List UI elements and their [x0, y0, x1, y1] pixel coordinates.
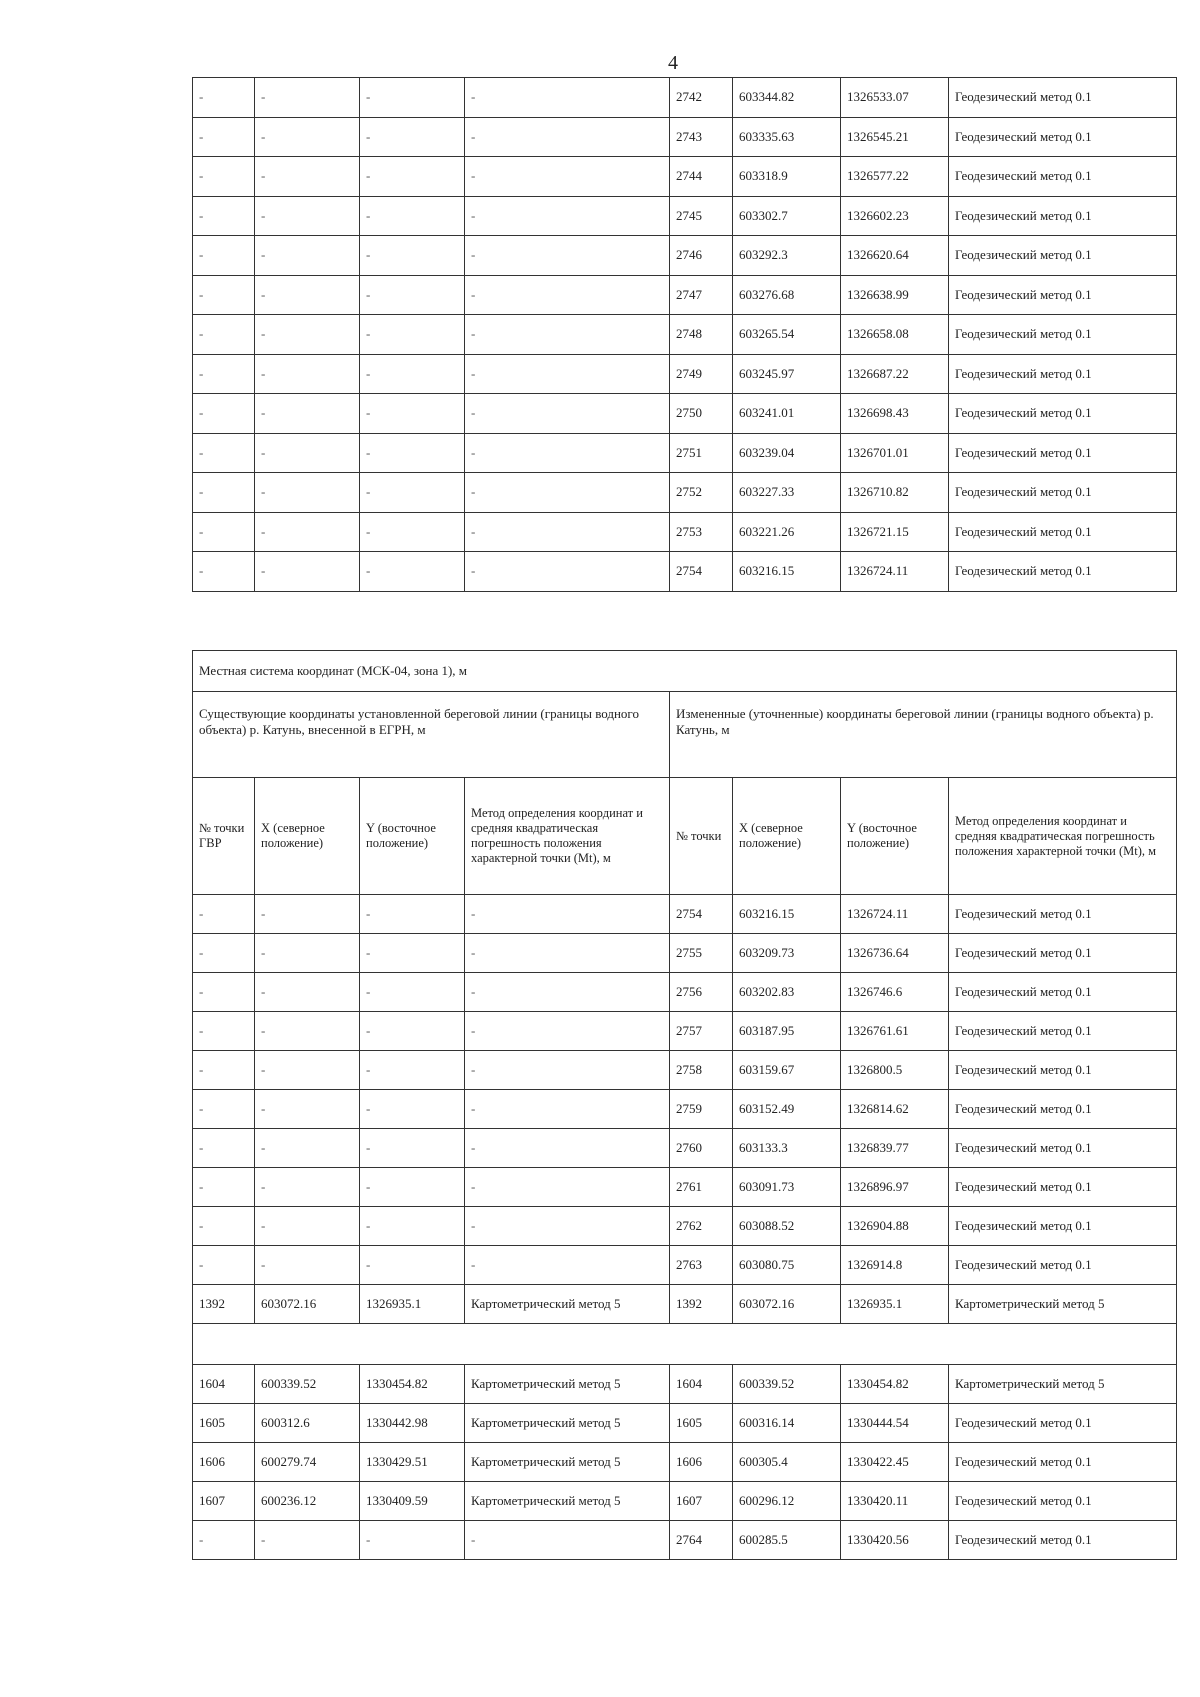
table-cell: 1326602.23: [841, 196, 949, 236]
table-row: [193, 1090, 1177, 1129]
table-cell: Картометрический метод 5: [949, 1365, 1177, 1404]
table-cell: -: [465, 1521, 670, 1560]
table-row: [193, 275, 1177, 315]
table-cell: -: [360, 934, 465, 973]
table-cell: -: [360, 394, 465, 434]
table-cell: 1607: [670, 1482, 733, 1521]
table-cell: -: [360, 473, 465, 513]
table-cell: 1326935.1: [841, 1285, 949, 1324]
table-cell: 603216.15: [733, 895, 841, 934]
table-cell: -: [465, 275, 670, 315]
table-cell: -: [193, 196, 255, 236]
coordinates-table-continued: [192, 77, 1177, 592]
table-cell: 603227.33: [733, 473, 841, 513]
table-cell: -: [465, 1246, 670, 1285]
table-cell: -: [360, 354, 465, 394]
table-cell: 1604: [670, 1365, 733, 1404]
table-cell: 603335.63: [733, 117, 841, 157]
header-y-east: Y (восточное положение): [360, 778, 465, 895]
table-cell: 600236.12: [255, 1482, 360, 1521]
table-cell: 603072.16: [255, 1285, 360, 1324]
table-cell: 1326904.88: [841, 1207, 949, 1246]
table-cell: -: [255, 1521, 360, 1560]
table-cell: Картометрический метод 5: [465, 1365, 670, 1404]
table-cell: 2746: [670, 236, 733, 276]
table-cell: 2745: [670, 196, 733, 236]
table-cell: -: [193, 973, 255, 1012]
table-cell: 2742: [670, 78, 733, 118]
table-cell: -: [255, 354, 360, 394]
table-cell: 600339.52: [733, 1365, 841, 1404]
table-cell: 2764: [670, 1521, 733, 1560]
table-cell: 1330454.82: [841, 1365, 949, 1404]
table-cell: 2756: [670, 973, 733, 1012]
table-cell: -: [193, 552, 255, 592]
table-cell: -: [465, 354, 670, 394]
table-row: [193, 1168, 1177, 1207]
table-cell: 2759: [670, 1090, 733, 1129]
table-row: [193, 78, 1177, 118]
table-cell: -: [255, 934, 360, 973]
table-cell: -: [255, 1246, 360, 1285]
table-cell: -: [255, 473, 360, 513]
table-cell: 603187.95: [733, 1012, 841, 1051]
table-cell: -: [465, 473, 670, 513]
table-cell: -: [360, 1090, 465, 1129]
table-cell: -: [465, 895, 670, 934]
table-cell: -: [360, 78, 465, 118]
table-cell: -: [193, 236, 255, 276]
table-cell: 603072.16: [733, 1285, 841, 1324]
table-cell: -: [255, 117, 360, 157]
table-cell: 603088.52: [733, 1207, 841, 1246]
page-number: 4: [668, 52, 678, 74]
table-cell: -: [193, 895, 255, 934]
table-cell: 1392: [670, 1285, 733, 1324]
table-cell: -: [193, 354, 255, 394]
table-cell: 603239.04: [733, 433, 841, 473]
table-cell: 1326698.43: [841, 394, 949, 434]
table-cell: 1330420.11: [841, 1482, 949, 1521]
table-row: [193, 1012, 1177, 1051]
section-existing-coordinates: Существующие координаты установленной береговой линии (границы водного объекта) р. Катунь, внесенной в ЕГРН, м: [193, 692, 670, 778]
table-cell: -: [193, 1012, 255, 1051]
table-cell: -: [255, 196, 360, 236]
table-cell: 1607: [193, 1482, 255, 1521]
table-row: [193, 934, 1177, 973]
table-cell: 1330429.51: [360, 1443, 465, 1482]
table-cell: 603091.73: [733, 1168, 841, 1207]
table-cell: 2763: [670, 1246, 733, 1285]
table-cell: -: [465, 973, 670, 1012]
table-cell: -: [465, 1012, 670, 1051]
header-point-number: № точки: [670, 778, 733, 895]
table-cell: -: [465, 394, 670, 434]
table-cell: 603209.73: [733, 934, 841, 973]
table-cell: Картометрический метод 5: [465, 1285, 670, 1324]
table-cell: -: [465, 78, 670, 118]
table-cell: -: [193, 1090, 255, 1129]
table-cell: -: [193, 78, 255, 118]
table-cell: Геодезический метод 0.1: [949, 157, 1177, 197]
section-updated-coordinates: Измененные (уточненные) координаты береговой линии (границы водного объекта) р. Катунь, м: [670, 692, 1177, 778]
table-cell: 2748: [670, 315, 733, 355]
table-cell: 1326724.11: [841, 552, 949, 592]
table-cell: -: [255, 1129, 360, 1168]
table-cell: 1330444.54: [841, 1404, 949, 1443]
table-cell: -: [255, 433, 360, 473]
table-cell: -: [255, 275, 360, 315]
table-cell: -: [360, 236, 465, 276]
table-cell: 1330454.82: [360, 1365, 465, 1404]
table-cell: 1606: [670, 1443, 733, 1482]
table-cell: 2761: [670, 1168, 733, 1207]
table-cell: 2757: [670, 1012, 733, 1051]
table-cell: -: [360, 196, 465, 236]
table-cell: -: [465, 196, 670, 236]
table-row: [193, 1246, 1177, 1285]
table-cell: 2762: [670, 1207, 733, 1246]
table-cell: -: [193, 1051, 255, 1090]
table-row: [193, 236, 1177, 276]
table-row: [193, 1129, 1177, 1168]
table-cell: 600285.5: [733, 1521, 841, 1560]
table-cell: -: [360, 275, 465, 315]
table-cell: 1326721.15: [841, 512, 949, 552]
table-cell: 603133.3: [733, 1129, 841, 1168]
table-cell: 1330442.98: [360, 1404, 465, 1443]
table-cell: 2743: [670, 117, 733, 157]
table-cell: Геодезический метод 0.1: [949, 196, 1177, 236]
table-cell: -: [255, 315, 360, 355]
table-row: [193, 895, 1177, 934]
table-cell: -: [255, 1168, 360, 1207]
table-cell: 1326620.64: [841, 236, 949, 276]
table-cell: 1326577.22: [841, 157, 949, 197]
table-cell: 600296.12: [733, 1482, 841, 1521]
table-cell: 600339.52: [255, 1365, 360, 1404]
table-row: [193, 1443, 1177, 1482]
table-cell: 1326687.22: [841, 354, 949, 394]
coordinates-table-msk04: [192, 650, 1177, 1560]
table-cell: -: [193, 1207, 255, 1246]
table-row: [193, 1285, 1177, 1324]
table-cell: -: [360, 1051, 465, 1090]
table-cell: 1326814.62: [841, 1090, 949, 1129]
header-method: Метод определения координат и средняя квадратическая погрешность положения характерной точки (Mt), м: [465, 778, 670, 895]
table-cell: 1326746.6: [841, 973, 949, 1012]
table-cell: -: [465, 934, 670, 973]
table-cell: -: [193, 473, 255, 513]
table-cell: -: [360, 1246, 465, 1285]
table-cell: -: [360, 1012, 465, 1051]
table-cell: 1326839.77: [841, 1129, 949, 1168]
table-row: [193, 1365, 1177, 1404]
table-cell: 1330422.45: [841, 1443, 949, 1482]
table-row: [193, 1051, 1177, 1090]
header-x-north: X (северное положение): [255, 778, 360, 895]
table-cell: -: [360, 315, 465, 355]
table-row: [193, 315, 1177, 355]
table-cell: 1326935.1: [360, 1285, 465, 1324]
table-cell: -: [360, 552, 465, 592]
table-cell: Картометрический метод 5: [465, 1443, 670, 1482]
table-cell: 600305.4: [733, 1443, 841, 1482]
table-cell: Геодезический метод 0.1: [949, 315, 1177, 355]
table-cell: Геодезический метод 0.1: [949, 275, 1177, 315]
table-cell: 603318.9: [733, 157, 841, 197]
table-cell: Геодезический метод 0.1: [949, 354, 1177, 394]
table-cell: -: [193, 275, 255, 315]
table-cell: Геодезический метод 0.1: [949, 78, 1177, 118]
table-cell: 2751: [670, 433, 733, 473]
table-cell: -: [360, 1207, 465, 1246]
table-row: [193, 354, 1177, 394]
table-cell: -: [465, 236, 670, 276]
table-cell: 1606: [193, 1443, 255, 1482]
table-cell: 2750: [670, 394, 733, 434]
table-cell: 1326545.21: [841, 117, 949, 157]
header-y-east-updated: Y (восточное положение): [841, 778, 949, 895]
table-row: [193, 1482, 1177, 1521]
table-cell: 603216.15: [733, 552, 841, 592]
table-cell: 603344.82: [733, 78, 841, 118]
table-cell: 1326638.99: [841, 275, 949, 315]
table-row: [193, 117, 1177, 157]
table-cell: -: [360, 1521, 465, 1560]
table-cell: 603292.3: [733, 236, 841, 276]
table-cell: Геодезический метод 0.1: [949, 895, 1177, 934]
table-cell: 603245.97: [733, 354, 841, 394]
table-cell: -: [465, 1168, 670, 1207]
table-cell: 603080.75: [733, 1246, 841, 1285]
table-cell: -: [465, 552, 670, 592]
table-cell: 1605: [193, 1404, 255, 1443]
table-cell: 2755: [670, 934, 733, 973]
table-cell: Геодезический метод 0.1: [949, 1404, 1177, 1443]
table-row: [193, 512, 1177, 552]
table-cell: -: [465, 512, 670, 552]
table-cell: -: [360, 157, 465, 197]
table-cell: 1326533.07: [841, 78, 949, 118]
table-row: [193, 473, 1177, 513]
table-cell: -: [255, 78, 360, 118]
table-cell: 603241.01: [733, 394, 841, 434]
table-cell: 1326736.64: [841, 934, 949, 973]
table-cell: -: [255, 1090, 360, 1129]
table-cell: Геодезический метод 0.1: [949, 236, 1177, 276]
table-cell: -: [360, 512, 465, 552]
table-cell: 600316.14: [733, 1404, 841, 1443]
table-cell: 600312.6: [255, 1404, 360, 1443]
table-cell: 2758: [670, 1051, 733, 1090]
table-cell: -: [360, 895, 465, 934]
table-row: [193, 394, 1177, 434]
table-cell: Геодезический метод 0.1: [949, 1443, 1177, 1482]
table-cell: Геодезический метод 0.1: [949, 973, 1177, 1012]
table-cell: -: [193, 315, 255, 355]
table-row: [193, 1521, 1177, 1560]
table-cell: -: [360, 117, 465, 157]
table-cell: 1330420.56: [841, 1521, 949, 1560]
table-cell: -: [193, 1168, 255, 1207]
table-cell: Геодезический метод 0.1: [949, 552, 1177, 592]
table-cell: 1326701.01: [841, 433, 949, 473]
table-cell: -: [193, 117, 255, 157]
table-cell: -: [465, 315, 670, 355]
table-cell: -: [193, 1129, 255, 1168]
table-cell: Картометрический метод 5: [465, 1482, 670, 1521]
table-cell: -: [465, 1207, 670, 1246]
table-cell: Геодезический метод 0.1: [949, 1246, 1177, 1285]
table-cell: Геодезический метод 0.1: [949, 512, 1177, 552]
table-cell: -: [255, 895, 360, 934]
table-cell: -: [255, 512, 360, 552]
table-cell: -: [255, 1207, 360, 1246]
table-cell: 2760: [670, 1129, 733, 1168]
table-cell: 2749: [670, 354, 733, 394]
table-cell: -: [193, 433, 255, 473]
table-cell: 1326724.11: [841, 895, 949, 934]
table-cell: -: [193, 934, 255, 973]
table-cell: 603265.54: [733, 315, 841, 355]
table-cell: 603221.26: [733, 512, 841, 552]
table-cell: 1326896.97: [841, 1168, 949, 1207]
table-cell: 1326761.61: [841, 1012, 949, 1051]
table-cell: Геодезический метод 0.1: [949, 1129, 1177, 1168]
table-cell: 2753: [670, 512, 733, 552]
table-cell: Картометрический метод 5: [949, 1285, 1177, 1324]
table-cell: Геодезический метод 0.1: [949, 1207, 1177, 1246]
table-cell: 1326658.08: [841, 315, 949, 355]
table-cell: 2754: [670, 895, 733, 934]
table-cell: 603159.67: [733, 1051, 841, 1090]
table-row: [193, 552, 1177, 592]
header-x-north-updated: X (северное положение): [733, 778, 841, 895]
table-cell: 603202.83: [733, 973, 841, 1012]
table-cell: Геодезический метод 0.1: [949, 1012, 1177, 1051]
table-cell: -: [360, 1168, 465, 1207]
header-method-updated: Метод определения координат и средняя квадратическая погрешность положения характерной точки (Mt), м: [949, 778, 1177, 895]
table-separator-row: [193, 1324, 1177, 1365]
table-cell: Геодезический метод 0.1: [949, 1051, 1177, 1090]
table-cell: Геодезический метод 0.1: [949, 433, 1177, 473]
table-cell: -: [255, 973, 360, 1012]
table-cell: 2752: [670, 473, 733, 513]
table-cell: -: [465, 433, 670, 473]
table-cell: Геодезический метод 0.1: [949, 934, 1177, 973]
table-cell: -: [193, 394, 255, 434]
table-cell: -: [193, 1521, 255, 1560]
table-cell: 1392: [193, 1285, 255, 1324]
table-cell: -: [465, 1090, 670, 1129]
table-cell: Геодезический метод 0.1: [949, 1168, 1177, 1207]
table-cell: 603152.49: [733, 1090, 841, 1129]
table-cell: Геодезический метод 0.1: [949, 117, 1177, 157]
table-row: [193, 157, 1177, 197]
table-cell: -: [465, 117, 670, 157]
table-cell: Геодезический метод 0.1: [949, 394, 1177, 434]
table-cell: -: [360, 1129, 465, 1168]
table-cell: -: [255, 1051, 360, 1090]
table-cell: 1326914.8: [841, 1246, 949, 1285]
table-cell: 1330409.59: [360, 1482, 465, 1521]
table-cell: Геодезический метод 0.1: [949, 1521, 1177, 1560]
table-cell: 2747: [670, 275, 733, 315]
table-cell: -: [193, 157, 255, 197]
table-row: [193, 1207, 1177, 1246]
table-title: Местная система координат (МСК-04, зона 1), м: [193, 651, 1177, 692]
table-row: [193, 196, 1177, 236]
table-cell: -: [465, 157, 670, 197]
table-cell: 600279.74: [255, 1443, 360, 1482]
table-cell: -: [360, 973, 465, 1012]
table-cell: -: [360, 433, 465, 473]
table-cell: Картометрический метод 5: [465, 1404, 670, 1443]
table-row: [193, 973, 1177, 1012]
table-cell: Геодезический метод 0.1: [949, 1090, 1177, 1129]
table-cell: -: [255, 157, 360, 197]
table-cell: Геодезический метод 0.1: [949, 473, 1177, 513]
table-row: [193, 1404, 1177, 1443]
header-point-number-gvr: № точки ГВР: [193, 778, 255, 895]
table-cell: 1605: [670, 1404, 733, 1443]
table-cell: 2754: [670, 552, 733, 592]
table-cell: 603302.7: [733, 196, 841, 236]
table-cell: -: [465, 1051, 670, 1090]
table-cell: 1326710.82: [841, 473, 949, 513]
table-cell: -: [255, 236, 360, 276]
table-cell: Геодезический метод 0.1: [949, 1482, 1177, 1521]
table-cell: -: [193, 512, 255, 552]
table-cell: 1326800.5: [841, 1051, 949, 1090]
table-cell: -: [255, 1012, 360, 1051]
table-row: [193, 433, 1177, 473]
table-cell: -: [255, 394, 360, 434]
table-cell: 2744: [670, 157, 733, 197]
table-cell: -: [465, 1129, 670, 1168]
table-cell: 603276.68: [733, 275, 841, 315]
table-cell: -: [255, 552, 360, 592]
table-cell: 1604: [193, 1365, 255, 1404]
table-cell: -: [193, 1246, 255, 1285]
